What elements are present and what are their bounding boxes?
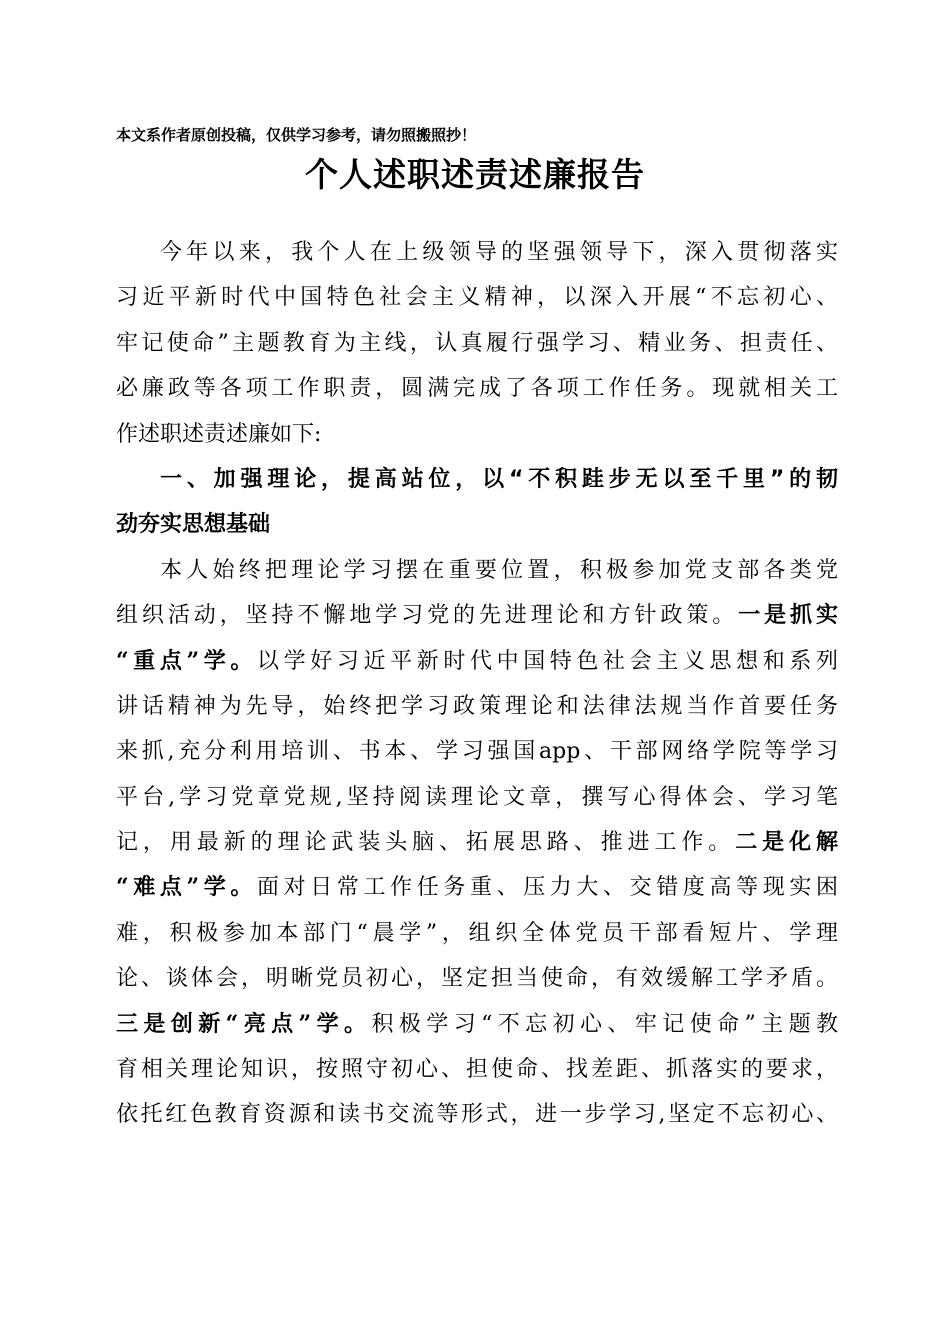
text-line [116, 1002, 838, 1047]
text-line: 来抓,充分利用培训、书本、学习强国app、干部网络学院等学习 [116, 739, 838, 765]
bold-keyword: 二是化解 [735, 829, 838, 856]
text-line: 习近平新时代中国特色社会主义精神，以深入开展“不忘初心、 [116, 285, 838, 311]
bold-keyword: “重点”学。 [116, 647, 258, 674]
text-line: 今年以来，我个人在上级领导的坚强领导下，深入贯彻落实 [160, 240, 838, 265]
text-line: 依托红色教育资源和读书交流等形式，进一步学习,坚定不忘初心、 [116, 1102, 838, 1128]
text-line: 牢记使命”主题教育为主线，认真履行强学习、精业务、担责任、 [116, 330, 838, 356]
section-heading [116, 457, 838, 548]
text-line [116, 865, 838, 910]
copyright-notice: 本文系作者原创投稿，仅供学习参考，请勿照搬照抄！ [116, 126, 477, 144]
bold-keyword: “难点”学。 [116, 874, 258, 901]
bold-keyword: 三是创新“亮点”学。 [116, 1010, 372, 1037]
text-run: 组织活动，坚持不懈地学习党的先进理论和方针政策。 [116, 603, 739, 629]
section-heading-line: 劲夯实思想基础 [116, 512, 271, 538]
text-line [116, 593, 838, 638]
bold-keyword: 一是抓实 [738, 602, 838, 629]
text-line [116, 820, 838, 865]
text-line: 论、谈体会，明晰党员初心，坚定担当使命，有效缓解工学矛盾。 [116, 966, 838, 992]
section-heading-line: 一、加强理论，提高站位，以“不积跬步无以至千里”的韧 [160, 466, 838, 492]
text-line: 作述职述责述廉如下: [116, 421, 322, 447]
text-line: 讲话精神为先导，始终把学习政策理论和法律法规当作首要任务 [116, 693, 838, 719]
text-run: 记，用最新的理论武装头脑、拓展思路、推进工作。 [116, 830, 736, 856]
text-line: 必廉政等各项工作职责，圆满完成了各项工作任务。现就相关工 [116, 376, 838, 402]
text-line: 难，积极参加本部门“晨学”，组织全体党员干部看短片、学理 [116, 920, 838, 946]
page-title: 个人述职述责述廉报告 [305, 155, 645, 194]
text-line: 本人始终把理论学习摆在重要位置，积极参加党支部各类党 [160, 557, 838, 583]
text-line: 平台,学习党章党规,坚持阅读理论文章，撰写心得体会、学习笔 [116, 784, 838, 810]
text-run: 积极学习“不忘初心、牢记使命”主题教 [371, 1011, 838, 1037]
document-body [116, 230, 838, 1138]
body-paragraph [116, 548, 838, 1138]
text-run: 面对日常工作任务重、压力大、交错度高等现实困 [257, 875, 838, 901]
text-line: 育相关理论知识，按照守初心、担使命、找差距、抓落实的要求， [116, 1057, 838, 1083]
intro-paragraph [116, 230, 838, 457]
text-line [116, 639, 838, 684]
text-run: 以学好习近平新时代中国特色社会主义思想和系列 [257, 648, 838, 674]
